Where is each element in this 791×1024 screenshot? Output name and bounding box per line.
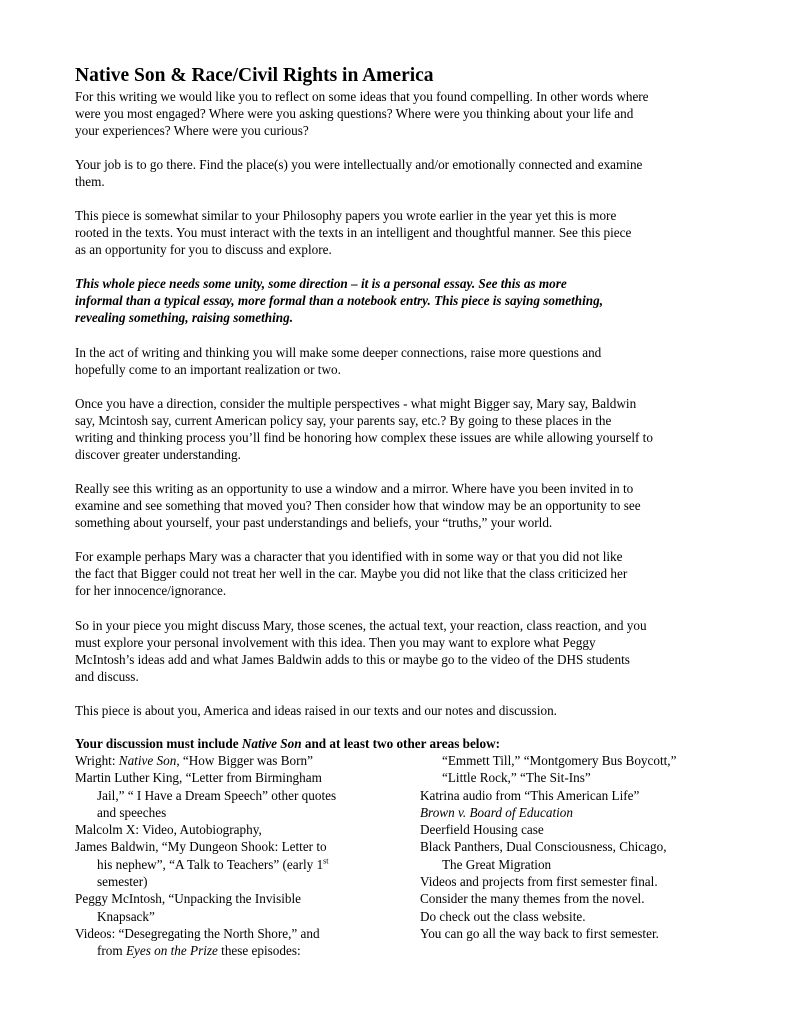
list-item	[420, 804, 750, 821]
superscript: st	[323, 856, 329, 866]
item-text: You can go all the way back to first semester.	[420, 925, 659, 941]
text-line: Really see this writing as an opportunity to use a window and a mirror. Where have you been invited in to	[75, 481, 634, 496]
text-line: writing and thinking process you’ll find be honoring how complex these issues are while allowing yourself to	[75, 430, 653, 445]
list-item	[420, 821, 750, 838]
paragraph-philosophy	[75, 207, 730, 258]
text-line: Your job is to go there. Find the place(s) you were intellectually and/or emotionally connected and examine	[75, 157, 643, 172]
text-line: say, Mcintosh say, current American policy say, your parents say, etc.? By going to these places in the	[75, 413, 612, 428]
paragraph-deeper-connections	[75, 344, 730, 378]
text-line: In the act of writing and thinking you will make some deeper connections, raise more questions and	[75, 345, 602, 360]
list-item-continuation	[75, 787, 405, 804]
text-line: This whole piece needs some unity, some direction – it is a personal essay. See this as more	[75, 276, 567, 291]
text-line: rooted in the texts. You must interact with the texts in an intelligent and thoughtful manner. See this piece	[75, 225, 632, 240]
item-text: semester)	[97, 874, 148, 890]
requirements-right-column	[420, 752, 750, 942]
item-emphasis: Eyes on the Prize	[125, 943, 218, 959]
item-text: Jail,” “ I Have a Dream Speech” other quotes	[97, 787, 337, 803]
paragraph-window-mirror	[75, 480, 730, 531]
paragraph-perspectives	[75, 395, 730, 463]
text-line: For this writing we would like you to reflect on some ideas that you found compelling. In other words where	[75, 89, 649, 104]
list-item-continuation	[420, 769, 750, 786]
paragraph-example-mary	[75, 548, 730, 599]
item-text: Consider the many themes from the novel.	[420, 891, 645, 907]
list-item	[420, 787, 750, 804]
text-line: were you most engaged? Where were you asking questions? Where were you thinking about your life and	[75, 106, 634, 121]
item-text: The Great Migration	[442, 856, 552, 872]
text-line: the fact that Bigger could not treat her well in the car. Maybe you did not like that the class criticized her	[75, 566, 628, 581]
text-line: This piece is somewhat similar to your Philosophy papers you wrote earlier in the year yet this is more	[75, 208, 617, 223]
item-text: Katrina audio from “This American Life”	[420, 787, 640, 803]
text-line: them.	[75, 174, 105, 189]
heading-text: and at least two other areas below:	[301, 736, 500, 751]
list-item	[420, 908, 750, 925]
item-text: Knapsack”	[97, 908, 155, 924]
item-text: from	[97, 943, 126, 959]
list-item-continuation	[420, 856, 750, 873]
list-item-continuation	[75, 942, 405, 959]
text-line: as an opportunity for you to discuss and explore.	[75, 242, 332, 257]
list-item-continuation	[75, 908, 405, 925]
list-item	[75, 769, 405, 786]
text-line: So in your piece you might discuss Mary, those scenes, the actual text, your reaction, class reaction, and you	[75, 618, 647, 633]
text-line: your experiences? Where were you curious?	[75, 123, 309, 138]
text-line: For example perhaps Mary was a character that you identified with in some way or that you did not like	[75, 549, 623, 564]
item-text: Deerfield Housing case	[420, 822, 544, 838]
item-text: Peggy McIntosh, “Unpacking the Invisible	[75, 891, 301, 907]
item-text: “Emmett Till,” “Montgomery Bus Boycott,”	[442, 753, 677, 768]
list-item	[75, 925, 405, 942]
list-item-continuation	[75, 856, 405, 873]
paragraph-about-you	[75, 702, 730, 719]
heading-emphasis: Native Son	[241, 736, 302, 751]
list-item	[75, 890, 405, 907]
item-text: his nephew”, “A Talk to Teachers” (early 1	[97, 856, 324, 872]
item-text: Wright:	[75, 753, 119, 768]
text-line: discover greater understanding.	[75, 447, 241, 462]
item-text: , “How Bigger was Born”	[176, 753, 313, 768]
document-title: Native Son & Race/Civil Rights in America	[75, 65, 434, 86]
text-line: informal than a typical essay, more formal than a notebook entry. This piece is saying something,	[75, 293, 604, 308]
paragraph-intro	[75, 88, 730, 139]
list-item	[420, 873, 750, 890]
list-item	[420, 925, 750, 942]
list-item	[75, 821, 405, 838]
text-line: must explore your personal involvement with this idea. Then you may want to explore what Peggy	[75, 635, 596, 650]
item-text: Malcolm X: Video, Autobiography,	[75, 822, 262, 838]
item-text: and speeches	[97, 804, 167, 820]
item-emphasis: Native Son	[118, 753, 177, 768]
paragraph-in-your-piece	[75, 617, 730, 685]
item-text: Videos: “Desegregating the North Shore,” and	[75, 925, 320, 941]
list-item-continuation	[75, 804, 405, 821]
text-line: examine and see something that moved you? Then consider how that window may be an opportunity to see	[75, 498, 641, 513]
item-text: Black Panthers, Dual Consciousness, Chicago,	[420, 839, 667, 855]
text-line: This piece is about you, America and ideas raised in our texts and our notes and discussion.	[75, 703, 557, 718]
paragraph-unity-emphasis	[75, 275, 730, 326]
paragraph-your-job	[75, 156, 730, 190]
item-text: James Baldwin, “My Dungeon Shook: Letter to	[75, 839, 327, 855]
list-item-continuation	[420, 752, 750, 769]
item-text: Do check out the class website.	[420, 908, 586, 924]
text-line: and discuss.	[75, 669, 139, 684]
item-text: “Little Rock,” “The Sit-Ins”	[442, 770, 591, 786]
item-emphasis: Brown v. Board of Education	[420, 804, 573, 820]
list-item	[420, 890, 750, 907]
item-text: Martin Luther King, “Letter from Birmingham	[75, 770, 322, 786]
list-item	[75, 752, 405, 769]
text-line: for her innocence/ignorance.	[75, 583, 227, 598]
requirements-left-column	[75, 752, 405, 960]
text-line: something about yourself, your past understandings and beliefs, your “truths,” your world.	[75, 515, 553, 530]
list-item-continuation	[75, 873, 405, 890]
heading-text: Your discussion must include	[75, 736, 242, 751]
text-line: Once you have a direction, consider the multiple perspectives - what might Bigger say, Mary say, Baldwin	[75, 396, 637, 411]
requirements-heading	[75, 735, 500, 752]
list-item	[75, 838, 405, 855]
item-text: Videos and projects from first semester final.	[420, 874, 658, 890]
list-item	[420, 838, 750, 855]
text-line: revealing something, raising something.	[75, 310, 293, 325]
text-line: hopefully come to an important realization or two.	[75, 362, 341, 377]
item-text: these episodes:	[217, 943, 301, 959]
text-line: McIntosh’s ideas add and what James Baldwin adds to this or maybe go to the video of the DHS students	[75, 652, 630, 667]
